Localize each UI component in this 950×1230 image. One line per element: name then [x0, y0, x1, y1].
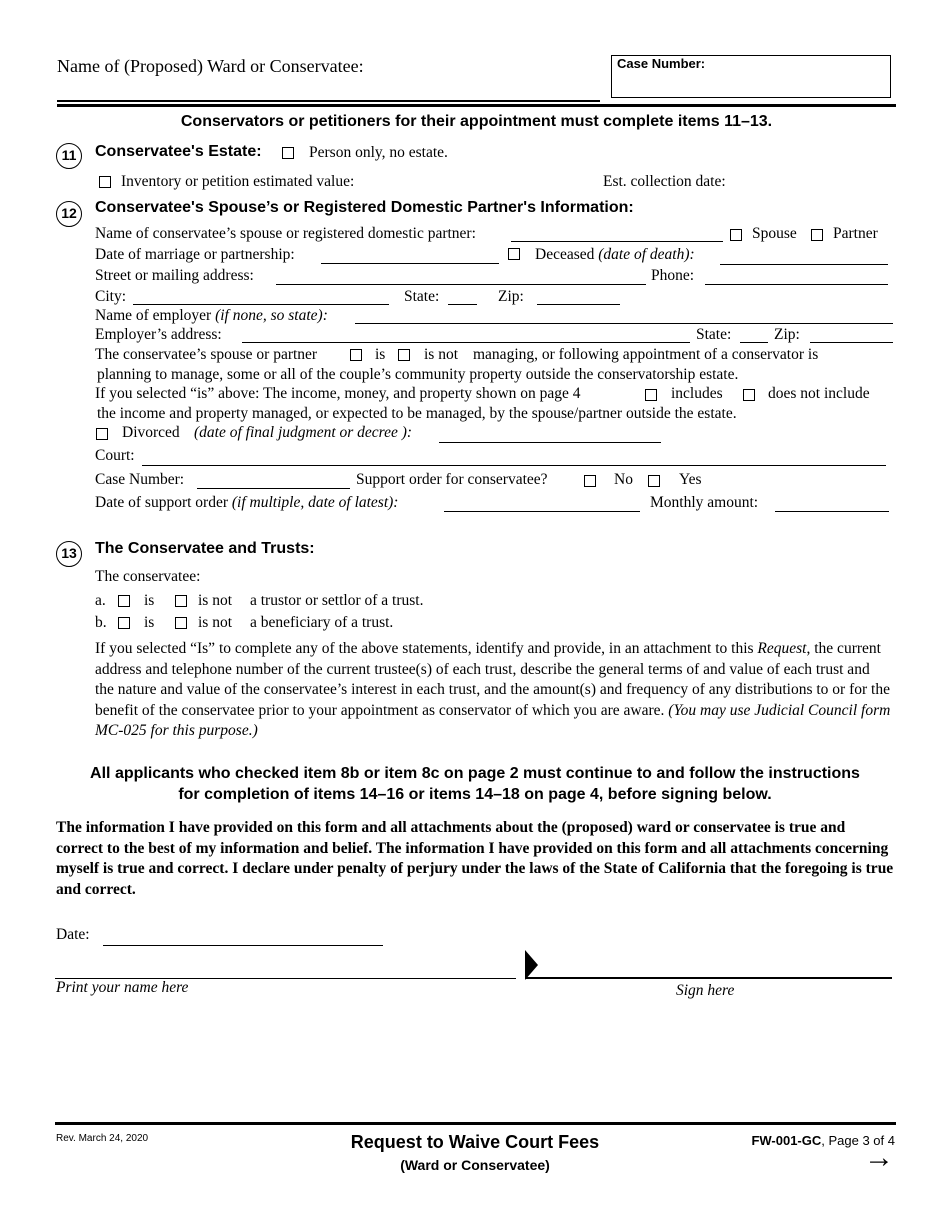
date-support-label: Date of support order (if multiple, date of latest): — [95, 494, 399, 511]
beneficiary-is-not-checkbox[interactable] — [175, 617, 187, 629]
next-page-arrow-icon: → — [864, 1141, 894, 1174]
monthly-amount-field[interactable] — [775, 511, 889, 512]
court-field[interactable] — [142, 465, 886, 466]
managing-line-2: planning to manage, some or all of the couple’s community property outside the conservatorship estate. — [97, 366, 739, 383]
conservatee-intro: The conservatee: — [95, 568, 201, 585]
spouse-checkbox[interactable] — [730, 229, 742, 241]
phone-field[interactable] — [705, 284, 888, 285]
managing-is-not-checkbox[interactable] — [398, 349, 410, 361]
partner-label: Partner — [833, 225, 878, 242]
signature-field[interactable] — [525, 977, 892, 979]
item-12-title: Conservatee's Spouse’s or Registered Domestic Partner's Information: — [95, 199, 634, 216]
managing-is-label: is — [375, 346, 386, 363]
case-number-12-field[interactable] — [197, 488, 350, 489]
header-rule — [57, 104, 896, 107]
managing-is-not-label: is not — [424, 346, 459, 363]
trustor-is-not-checkbox[interactable] — [175, 595, 187, 607]
trustor-is-label: is — [144, 592, 155, 609]
employer-zip-field[interactable] — [810, 342, 893, 343]
footer-rule — [55, 1122, 896, 1125]
if-is-line-2: the income and property managed, or expected to be managed, by the spouse/partner outside the estate. — [97, 405, 737, 422]
deceased-checkbox[interactable] — [508, 248, 520, 260]
phone-label: Phone: — [651, 267, 695, 284]
est-collection-label: Est. collection date: — [603, 173, 726, 190]
case-number-label: Case Number: — [617, 56, 706, 71]
signature-pointer-icon — [525, 950, 539, 980]
person-only-checkbox[interactable] — [282, 147, 294, 159]
if-is-line-1a: If you selected “is” above: The income, money, and property shown on page 4 — [95, 385, 581, 402]
case-number-12-label: Case Number: — [95, 471, 185, 488]
city-field[interactable] — [133, 304, 389, 305]
court-label: Court: — [95, 447, 135, 464]
support-no-checkbox[interactable] — [584, 475, 596, 487]
does-not-include-checkbox[interactable] — [743, 389, 755, 401]
support-yes-label: Yes — [679, 471, 702, 488]
beneficiary-text: a beneficiary of a trust. — [250, 614, 394, 631]
date-marriage-field[interactable] — [321, 263, 499, 264]
zip-field[interactable] — [537, 304, 620, 305]
managing-line-1b: managing, or following appointment of a conservator is — [473, 346, 819, 363]
zip-label: Zip: — [498, 288, 524, 305]
does-not-include-label: does not include — [768, 385, 870, 402]
beneficiary-is-label: is — [144, 614, 155, 631]
partner-checkbox[interactable] — [811, 229, 823, 241]
item-12-number: 12 — [56, 201, 82, 227]
inventory-checkbox[interactable] — [99, 176, 111, 188]
deceased-label: Deceased (date of death): — [535, 246, 695, 263]
includes-label: includes — [671, 385, 723, 402]
ward-name-field[interactable] — [57, 100, 600, 102]
form-id: FW-001-GC, Page 3 of 4 — [751, 1133, 895, 1148]
divorced-date-field[interactable] — [439, 442, 661, 443]
declaration: The information I have provided on this form and all attachments about the (proposed) ward or conservatee is true and correct to the best of my information and belief. The information I have provided on this form and all attachments concerning myself is true and correct. I declare under penalty of perjury under the laws of the State of California that the foregoing is true and correct. — [56, 819, 894, 898]
inventory-label: Inventory or petition estimated value: — [121, 173, 355, 190]
item-13-title: The Conservatee and Trusts: — [95, 540, 315, 557]
footer-title: Request to Waive Court Fees — [350, 1132, 600, 1152]
includes-checkbox[interactable] — [645, 389, 657, 401]
date-support-field[interactable] — [444, 511, 640, 512]
sign-here-label: Sign here — [676, 982, 735, 999]
date-of-death-field[interactable] — [720, 264, 888, 265]
employer-name-field[interactable] — [355, 323, 893, 324]
employer-address-label: Employer’s address: — [95, 326, 222, 343]
trust-instructions: If you selected “Is” to complete any of the above statements, identify and provide, in an attachment to this Request, the current address and telephone number of the current trustee(s) of each trust, describe the general terms of and value of each trust and the nature and value of the conservatee’s interest in each trust, and the amount(s) and frequency of any distributions to or for the benefit of the conservatee prior to your appointment as conservator of which you are aware. (You may use Judicial Council form MC-025 for this purpose.) — [95, 640, 891, 739]
row-a-letter: a. — [95, 592, 106, 609]
state-label: State: — [404, 288, 440, 305]
support-no-label: No — [614, 471, 633, 488]
applicants-notice: All applicants who checked item 8b or item 8c on page 2 must continue to and follow the instructions for completion of items 14–16 or items 14–18 on page 4, before signing below. — [90, 765, 860, 803]
revision-date: Rev. March 24, 2020 — [56, 1133, 149, 1144]
employer-address-field[interactable] — [242, 342, 690, 343]
date-marriage-label: Date of marriage or partnership: — [95, 246, 295, 263]
item-11-number: 11 — [56, 143, 82, 169]
footer-subtitle: (Ward or Conservatee) — [400, 1157, 550, 1173]
city-label: City: — [95, 288, 127, 305]
person-only-label: Person only, no estate. — [309, 144, 448, 161]
state-field[interactable] — [448, 304, 477, 305]
divorced-checkbox[interactable] — [96, 428, 108, 440]
managing-line-1a: The conservatee’s spouse or partner — [95, 346, 318, 363]
print-name-label: Print your name here — [56, 979, 189, 996]
managing-is-checkbox[interactable] — [350, 349, 362, 361]
spouse-name-field[interactable] — [511, 241, 723, 242]
trustor-text: a trustor or settlor of a trust. — [250, 592, 424, 609]
support-yes-checkbox[interactable] — [648, 475, 660, 487]
divorced-label: Divorced — [122, 424, 180, 441]
employer-zip-label: Zip: — [774, 326, 800, 343]
beneficiary-is-checkbox[interactable] — [118, 617, 130, 629]
spouse-name-label: Name of conservatee’s spouse or registered domestic partner: — [95, 225, 476, 242]
trustor-is-not-label: is not — [198, 592, 233, 609]
beneficiary-is-not-label: is not — [198, 614, 233, 631]
trustor-is-checkbox[interactable] — [118, 595, 130, 607]
street-field[interactable] — [276, 284, 646, 285]
row-b-letter: b. — [95, 614, 107, 631]
case-number-box[interactable] — [611, 55, 891, 98]
instruction-banner: Conservators or petitioners for their appointment must complete items 11–13. — [180, 113, 773, 130]
spouse-label: Spouse — [752, 225, 797, 242]
date-field[interactable] — [103, 945, 383, 946]
item-13-number: 13 — [56, 541, 82, 567]
employer-state-field[interactable] — [740, 342, 768, 343]
monthly-amount-label: Monthly amount: — [650, 494, 759, 511]
employer-name-label: Name of employer (if none, so state): — [95, 307, 328, 324]
street-label: Street or mailing address: — [95, 267, 254, 284]
item-11-title: Conservatee's Estate: — [95, 143, 262, 160]
date-label: Date: — [56, 926, 90, 943]
ward-name-label: Name of (Proposed) Ward or Conservatee: — [57, 56, 364, 76]
support-order-label: Support order for conservatee? — [356, 471, 548, 488]
divorced-date-note: (date of final judgment or decree ): — [194, 424, 413, 441]
employer-state-label: State: — [696, 326, 732, 343]
